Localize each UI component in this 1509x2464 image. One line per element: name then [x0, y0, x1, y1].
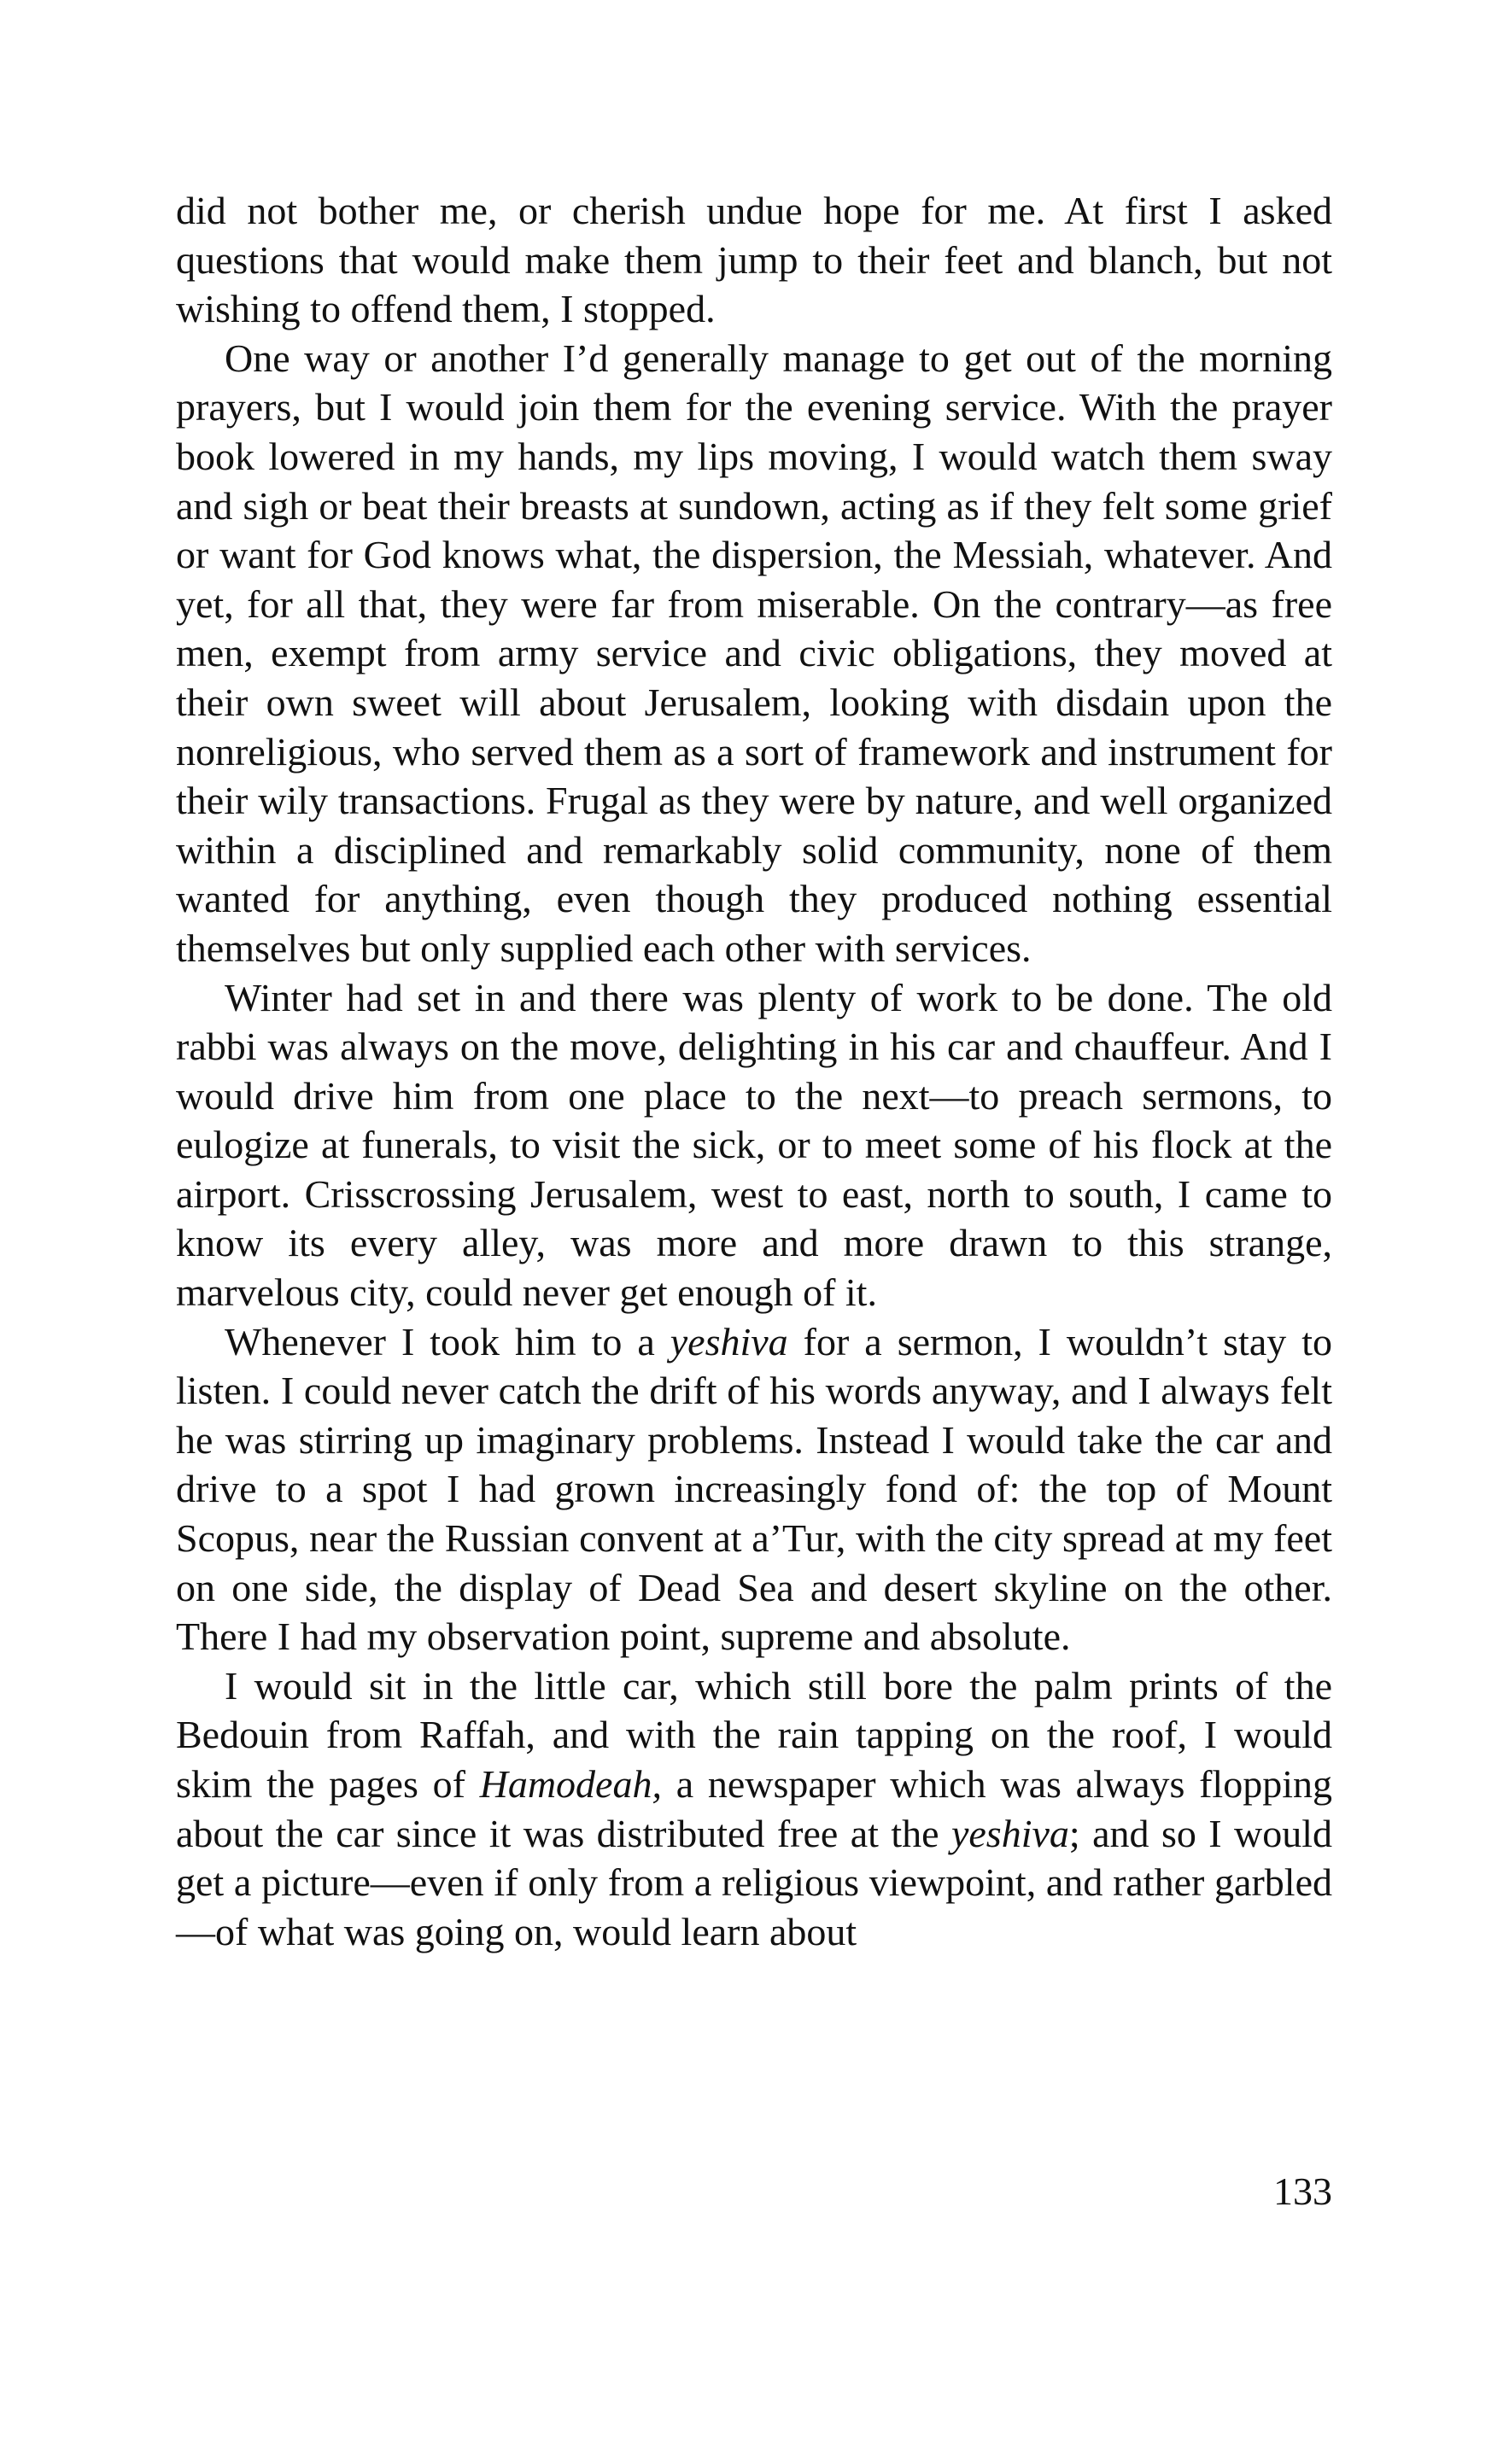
paragraph-5-text-b: a newspaper which was always flopping about the car since it was distributed free at the: [176, 1762, 1332, 1855]
paragraph-4-italic-yeshiva: yeshiva: [670, 1319, 788, 1363]
paragraph-1: did not bother me, or cherish undue hope for me. At first I asked questions that would make them jump to their feet and blanch, but not wishing to offend them, I stopped.: [176, 189, 1332, 331]
paragraph-5-text-c: ; and so I would get a picture—even if only from a religious viewpoint, and rather garbled—of what was going on, would learn about: [176, 1811, 1332, 1953]
paragraph-4-text-b: for a sermon, I wouldn’t stay to listen. I could never catch the drift of his words anyway, and I always felt he was stirring up imaginary problems. Instead I would take the car and drive to a spot I had grown increasingly fond of: the top of Mount Scopus, near the Russian convent at a’Tur, with the city spread at my feet on one side, the display of Dead Sea and desert skyline on the other. There I had my observation point, supreme and absolute.: [176, 1319, 1333, 1659]
paragraph-5-italic-hamodeah: Hamodeah,: [479, 1762, 662, 1806]
paragraph-3: Winter had set in and there was plenty of work to be done. The old rabbi was always on the move, delighting in his car and chauffeur. And I would drive him from one place to the next—to preach sermons, to eulogize at funerals, to visit the sick, or to meet some of his flock at the airport. Crisscrossing Jerusalem, west to east, north to south, I came to know its every alley, was more and more drawn to this strange, marvelous city, could never get enough of it.: [176, 975, 1332, 1315]
paragraph-5-italic-yeshiva: yeshiva: [950, 1811, 1069, 1855]
paragraph-5-text-a: I would sit in the little car, which still bore the palm prints of the Bedouin from Raffah, and with the rain tapping on the roof, I would skim the pages of: [176, 1663, 1332, 1806]
page-number: 133: [1273, 2169, 1332, 2213]
paragraph-2: One way or another I’d generally manage to get out of the morning prayers, but I would join them for the evening service. With the prayer book lowered in my hands, my lips moving, I would watch them sway and sigh or beat their breasts at sundown, acting as if they felt some grief or want for God knows what, the dispersion, the Messiah, whatever. And yet, for all that, they were far from miserable. On the contrary—as free men, exempt from army service and civic obligations, they moved at their own sweet will about Jerusalem, looking with disdain upon the nonreligious, who served them as a sort of framework and instrument for their wily transactions. Frugal as they were by nature, and well organized within a disciplined and remarkably solid community, none of them wanted for anything, even though they produced nothing essential themselves but only supplied each other with services.: [176, 336, 1332, 970]
body-text: [176, 186, 1332, 1956]
paragraph-5: [176, 1661, 1332, 1957]
paragraph-4: [176, 1317, 1332, 1661]
paragraph-4-text-a: Whenever I took him to a: [225, 1319, 670, 1363]
